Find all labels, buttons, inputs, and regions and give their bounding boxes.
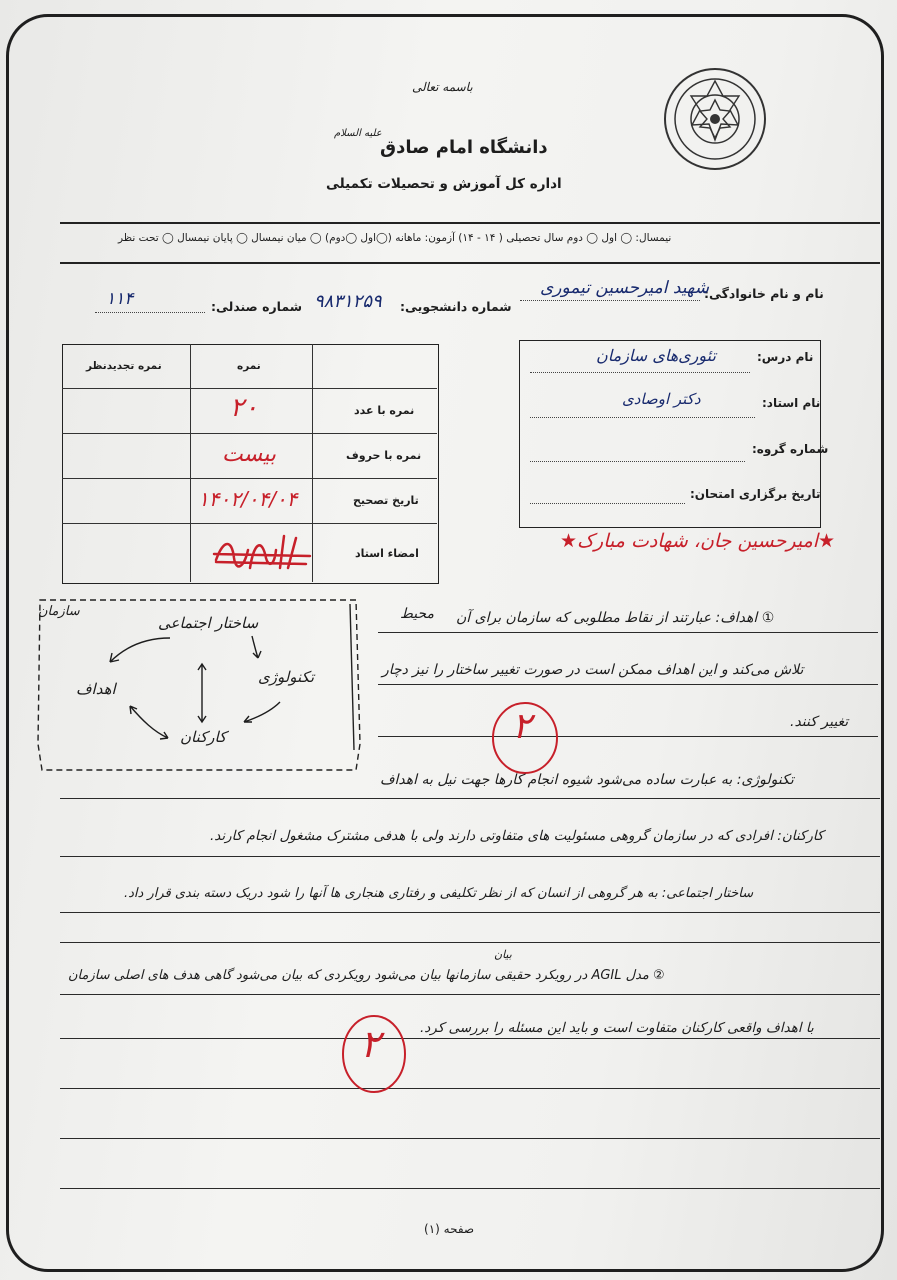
teacher-value: دکتر اوصادی: [622, 390, 701, 408]
seat-number-value: ۱۱۴: [106, 289, 134, 309]
answer-staff: کارکنان: افرادی که در سازمان گروهی مسئولیت های متفاوتی دارند ولی با هدفی مشترک مشغول انجام کارند.: [210, 828, 824, 844]
numeric-grade-label: نمره با عدد: [354, 404, 415, 417]
teacher-signature-icon: [210, 528, 314, 578]
signature-label: امضاء استاد: [355, 547, 419, 560]
answer1-line3: تغییر کنند.: [790, 714, 849, 730]
diagram-node-social-structure: ساختار اجتماعی: [158, 614, 259, 632]
answer1-line1: ① اهداف: عبارتند از نقاط مطلوبی که سازمان برای آن: [456, 610, 775, 626]
ruled-line: [60, 1188, 880, 1189]
exam-date-label: تاریخ برگزاری امتحان:: [690, 487, 821, 501]
course-value: تئوری‌های سازمان: [596, 346, 716, 365]
university-name: دانشگاه امام صادق: [380, 137, 548, 158]
honorific: علیه السلام: [334, 128, 382, 139]
university-seal-icon: [662, 66, 768, 172]
ruled-line: [60, 1138, 880, 1139]
answer-technology: تکنولوژی: به عبارت ساده می‌شود شیوه انجام کارها جهت نیل به اهداف: [380, 772, 794, 788]
ruled-line: [60, 1088, 880, 1089]
ruled-line: [60, 912, 880, 913]
letter-grade-value: بیست: [222, 442, 276, 467]
letter-grade-label: نمره با حروف: [346, 449, 422, 462]
course-dotted-line: [530, 372, 750, 373]
ruled-line: [60, 994, 880, 995]
ruled-line: [60, 856, 880, 857]
numeric-grade-value: ۲۰: [230, 393, 258, 423]
red-handwritten-note: ★امیرحسین جان، شهادت مبارک★: [560, 530, 836, 552]
answer1-score: ۲: [512, 706, 532, 747]
exam-type-options[interactable]: نیمسال: ◯ اول ◯ دوم سال تحصیلی ( ۱۴ - ۱۴) آزمون: ماهانه (◯اول ◯دوم) ◯ میان نیمسال ◯ پایان نیمسال ◯ تحت نظر: [118, 232, 672, 244]
name-dotted-line: [520, 300, 700, 301]
department-name: اداره کل آموزش و تحصیلات تکمیلی: [326, 176, 562, 192]
diagram-environment-label: محیط: [400, 606, 435, 622]
teacher-dotted-line: [530, 417, 755, 418]
answer2-inserted-word: بیان: [494, 948, 512, 961]
group-dotted-line: [530, 461, 745, 462]
name-value: شهید امیرحسین تیموری: [540, 278, 710, 298]
teacher-label: نام استاد:: [762, 396, 821, 410]
answer2-score: ۲: [360, 1022, 381, 1066]
diagram-title: سازمان: [38, 604, 80, 619]
diagram-node-staff: کارکنان: [180, 728, 227, 746]
ruled-line: [60, 1038, 880, 1039]
answer2-line2: با اهداف واقعی کارکنان متفاوت است و باید این مسئله را بررسی کرد.: [420, 1020, 814, 1036]
page-number: صفحه (۱): [424, 1222, 475, 1236]
grade-header: نمره: [237, 360, 261, 372]
answer1-line2: تلاش می‌کند و این اهداف ممکن است در صورت تغییر ساختار را نیز دچار: [382, 662, 804, 678]
course-label: نام درس:: [757, 350, 814, 364]
name-label: نام و نام خانوادگی:: [704, 286, 824, 301]
correction-date-value: ۱۴۰۲/۰۴/۰۴: [198, 487, 298, 511]
answer2-line1: ② مدل AGIL در رویکرد حقیقی سازمانها بیان می‌شود رویکردی که بیان می‌شود گاهی هدف های اصلی سازمان: [68, 968, 665, 983]
diagram-node-goals: اهداف: [76, 680, 116, 698]
basmala: باسمه تعالی: [412, 80, 473, 94]
seat-dotted-line: [95, 312, 205, 313]
header-divider-bottom: [60, 262, 880, 264]
student-id-label: شماره دانشجویی:: [400, 299, 512, 314]
seat-number-label: شماره صندلی:: [211, 299, 303, 314]
student-id-value: ۹۸۳۱۲۵۹: [314, 291, 382, 312]
ruled-line: [378, 736, 878, 737]
diagram-node-technology: تکنولوژی: [258, 668, 315, 686]
review-grade-header: نمره تجدیدنظر: [86, 360, 162, 372]
correction-date-label: تاریخ تصحیح: [353, 494, 419, 507]
header-divider-top: [60, 222, 880, 224]
ruled-line: [60, 942, 880, 943]
ruled-line: [378, 684, 878, 685]
group-label: شماره گروه:: [752, 442, 829, 456]
exam-date-dotted-line: [530, 503, 685, 504]
ruled-line: [60, 798, 880, 799]
ruled-line: [378, 632, 878, 633]
answer-social-structure: ساختار اجتماعی: به هر گروهی از انسان که از نظر تکلیفی و رفتاری هنجاری ها آنها را شود دریک دسته بندی قرار داد.: [124, 886, 754, 901]
